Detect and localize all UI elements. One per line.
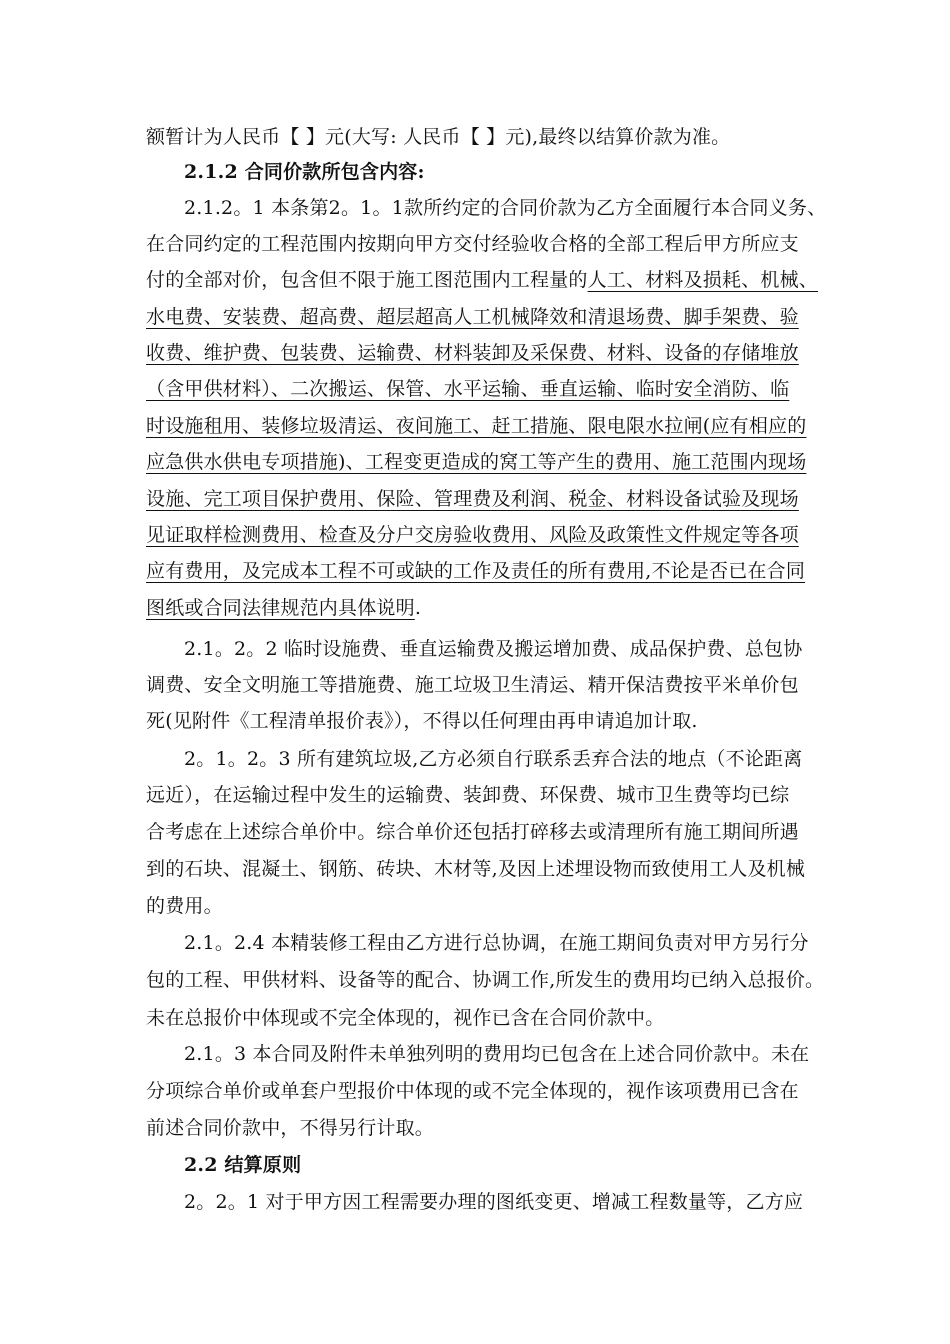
paragraph-line: 2.1。2.4 本精装修工程由乙方进行总协调，在施工期间负责对甲方另行分 [184, 932, 809, 954]
paragraph-line: 2.1。2。2 临时设施费、垂直运输费及搬运增加费、成品保护费、总包协 [184, 638, 803, 660]
paragraph-line: 2。2。1 对于甲方因工程需要办理的图纸变更、增减工程数量等，乙方应 [184, 1191, 804, 1213]
paragraph-line [146, 520, 826, 550]
paragraph-line: 付的全部对价，包含但不限于施工图范围内工程量的人工、材料及损耗、机械、 [146, 269, 819, 291]
paragraph-line: 2.1.2。1 本条第2。1。1款所约定的合同价款为乙方全面履行本合同义务、 [184, 197, 826, 219]
underlined-text: 见证取样检测费用、检查及分户交房验收费用、风险及政策性文件规定等各项 [146, 524, 799, 546]
underlined-text: （含甲供材料）、二次搬运、保管、水平运输、垂直运输、临时安全消防、临 [146, 378, 790, 400]
paragraph-line: 的费用。 [146, 895, 223, 917]
paragraph-line: 额暂计为人民币【 】元(大写: 人民币【 】元),最终以结算价款为准。 [146, 126, 731, 148]
paragraph-line: 2.1。3 本合同及附件未单独列明的费用均已包含在上述合同价款中。未在 [184, 1043, 810, 1065]
paragraph-line [146, 411, 826, 441]
underlined-text: 设施、完工项目保护费用、保险、管理费及利润、税金、材料设备试验及现场 [146, 488, 799, 510]
underlined-text: 图纸或合同法律规范内具体说明 [146, 597, 415, 619]
paragraph-line: 调费、安全文明施工等措施费、施工垃圾卫生清运、精开保洁费按平米单价包 [146, 674, 799, 696]
paragraph-line: 前述合同价款中，不得另行计取。 [146, 1117, 435, 1139]
underlined-text: 时设施租用、装修垃圾清运、夜间施工、赶工措施、限电限水拉闸(应有相应的 [146, 415, 807, 437]
paragraph-line [146, 484, 826, 514]
paragraph-line: 分项综合单价或单套户型报价中体现的或不完全体现的，视作该项费用已含在 [146, 1080, 799, 1102]
paragraph-line: 到的石块、混凝土、钢筋、砖块、木材等,及因上述埋设物而致使用工人及机械 [146, 858, 806, 880]
paragraph-line: 2。1。2。3 所有建筑垃圾,乙方必须自行联系丢弃合法的地点（不论距离 [184, 748, 803, 770]
paragraph-line [146, 447, 826, 477]
underlined-text: 应急供水供电专项措施)、工程变更造成的窝工等产生的费用、施工范围内现场 [146, 451, 807, 473]
underlined-text: 水电费、安装费、超高费、超层超高人工机械降效和清退场费、脚手架费、验 [146, 306, 799, 328]
section-heading: 2.2 结算原则 [184, 1154, 302, 1176]
paragraph-line [146, 302, 826, 332]
paragraph-line: 包的工程、甲供材料、设备等的配合、协调工作,所发生的费用均已纳入总报价。 [146, 969, 825, 991]
section-heading: 2.1.2 合同价款所包含内容: [184, 161, 425, 183]
underlined-text: 人工、材料及损耗、机械、 [587, 269, 819, 291]
paragraph-line: 在合同约定的工程范围内按期向甲方交付经验收合格的全部工程后甲方所应支 [146, 233, 799, 255]
underlined-text: 应有费用，及完成本工程不可或缺的工作及责任的所有费用,不论是否已在合同 [146, 560, 806, 582]
paragraph-line: 未在总报价中体现或不完全体现的，视作已含在合同价款中。 [146, 1007, 665, 1029]
underlined-text: 收费、维护费、包装费、运输费、材料装卸及采保费、材料、设备的存储堆放 [146, 342, 799, 364]
paragraph-line: 图纸或合同法律规范内具体说明. [146, 597, 422, 619]
paragraph-line [146, 338, 826, 368]
paragraph-line: 远近），在运输过程中发生的运输费、装卸费、环保费、城市卫生费等均已综 [146, 784, 790, 806]
paragraph-line: 合考虑在上述综合单价中。综合单价还包括打碎移去或清理所有施工期间所遇 [146, 821, 799, 843]
paragraph-line: 死(见附件《工程清单报价表》），不得以任何理由再申请追加计取. [146, 710, 698, 732]
paragraph-line [146, 556, 826, 586]
paragraph-line [146, 374, 826, 404]
